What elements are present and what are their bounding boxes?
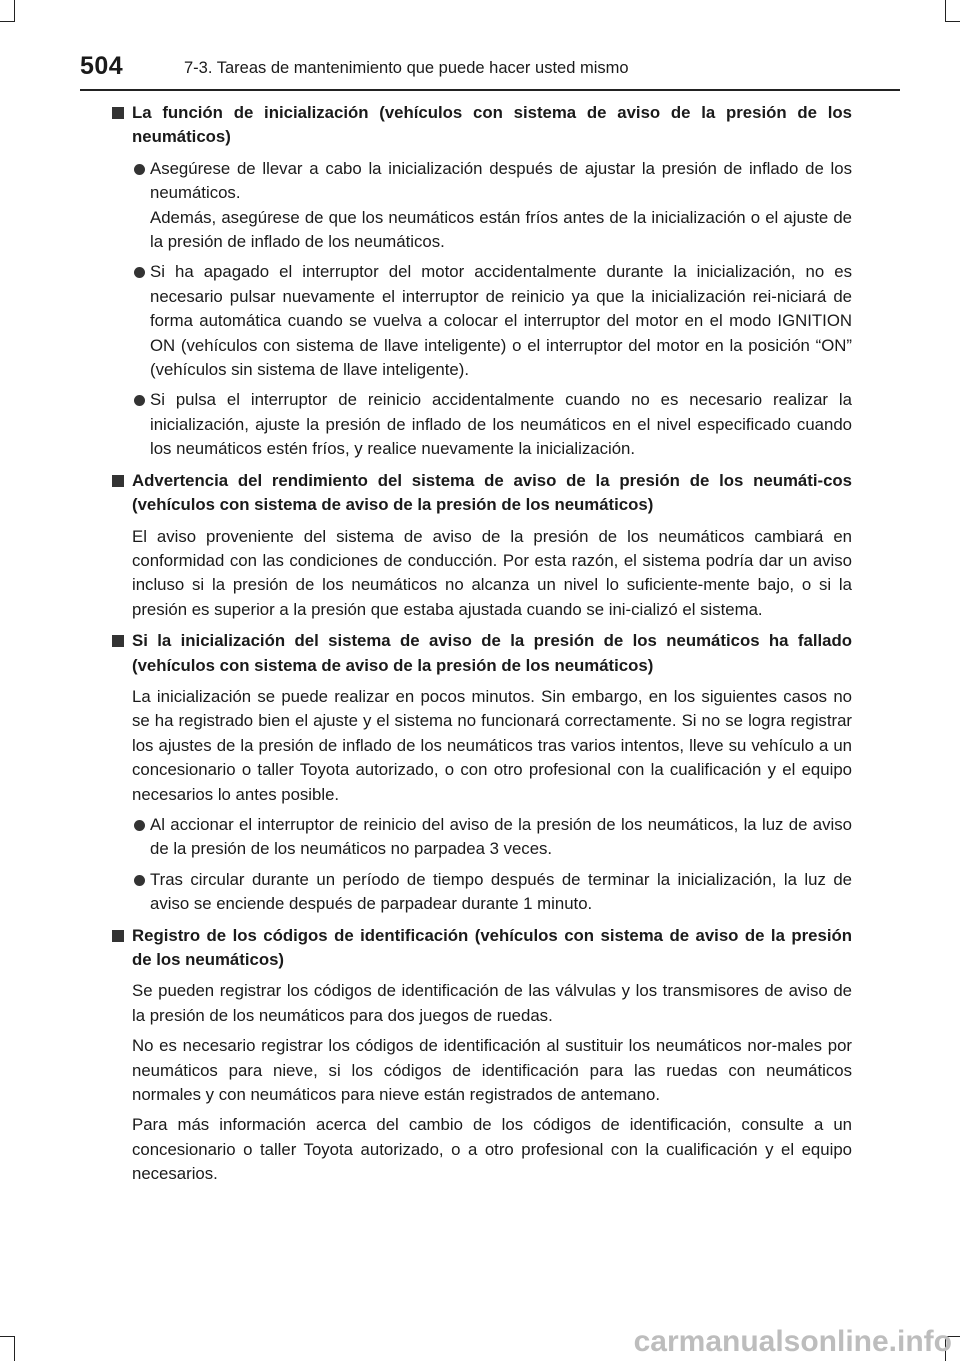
- paragraph: No es necesario registrar los códigos de identificación al sustituir los neumáticos nor-males por neumáticos para nieve, si los códigos de identificación para las ruedas con neumáticos normales y con neumáticos para nieve están registrados de antemano.: [132, 1036, 852, 1105]
- bullet-item: Asegúrese de llevar a cabo la inicialización después de ajustar la presión de inflado de los neumáticos. Además, asegúrese de que los neumáticos están fríos antes de la inicialización o el ajuste de la presión de inflado de los neumáticos.: [112, 157, 852, 255]
- bullet-item: Tras circular durante un período de tiempo después de terminar la inicialización, la luz de aviso se enciende después de parpadear durante 1 minuto.: [112, 868, 852, 917]
- bullet-item: Al accionar el interruptor de reinicio del aviso de la presión de los neumáticos, la luz de aviso de la presión de los neumáticos no parpadea 3 veces.: [112, 813, 852, 862]
- square-bullet-icon: [112, 107, 124, 119]
- header-divider: [80, 89, 900, 91]
- page-number: 504: [80, 52, 124, 80]
- crop-mark: [0, 1336, 15, 1337]
- watermark-text: carmanualsonline.info: [633, 1325, 952, 1358]
- section-heading: La función de inicialización (vehículos con sistema de aviso de la presión de los neumáticos): [112, 101, 852, 150]
- crop-mark: [14, 0, 15, 22]
- paragraph: La inicialización se puede realizar en pocos minutos. Sin embargo, en los siguientes casos no se ha registrado bien el ajuste y el sistema no funcionará correctamente. Si no se logra registrar los ajustes de la presión de inflado de los neumáticos tras varios intentos, lleve su vehículo a un concesionario o taller Toyota autorizado, o con otro profesional con la cualificación y el equipo necesarios lo antes posible.: [132, 686, 852, 804]
- crop-mark: [0, 21, 15, 22]
- bullet-item: Si ha apagado el interruptor del motor accidentalmente durante la inicialización, no es necesario pulsar nuevamente el interruptor de reinicio ya que la inicialización rei-niciará de forma automática cuando se vuelva a colocar el interruptor del motor en el modo IGNITION ON (vehículos con sistema de llave inteligente) o el interruptor del motor en la posición “ON” (vehículos sin sistema de llave inteligente).: [112, 260, 852, 382]
- square-bullet-icon: [112, 475, 124, 487]
- section-heading: Si la inicialización del sistema de aviso de la presión de los neumáticos ha fallado (vehículos con sistema de aviso de la presión de los neumáticos): [112, 629, 852, 678]
- chapter-title: 7-3. Tareas de mantenimiento que puede hacer usted mismo: [184, 59, 629, 77]
- crop-mark: [945, 21, 960, 22]
- circle-bullet-icon: [134, 820, 145, 831]
- square-bullet-icon: [112, 930, 124, 942]
- paragraph: El aviso proveniente del sistema de aviso de la presión de los neumáticos cambiará en conformidad con las condiciones de conducción. Por esta razón, el sistema podría dar un aviso incluso si la presión de los neumáticos no alcanza un nivel lo suficiente-mente bajo, o si la presión es superior a la presión que estaba ajustada cuando se ini-cializó el sistema.: [132, 526, 852, 619]
- section-registro-codigos: [112, 924, 852, 1187]
- section-advertencia-rendimiento: [112, 469, 852, 622]
- section-inicializacion: [112, 101, 852, 462]
- section-heading: Advertencia del rendimiento del sistema de aviso de la presión de los neumáti-cos (vehículos con sistema de aviso de la presión de los neumáticos): [112, 469, 852, 518]
- crop-mark: [945, 0, 946, 22]
- crop-mark: [14, 1336, 15, 1361]
- square-bullet-icon: [112, 635, 124, 647]
- bullet-item: Si pulsa el interruptor de reinicio accidentalmente cuando no es necesario realizar la inicialización, ajuste la presión de inflado de los neumáticos en el nivel especificado cuando los neumáticos estén fríos, y realice nuevamente la inicialización.: [112, 388, 852, 461]
- paragraph: Se pueden registrar los códigos de identificación de las válvulas y los transmisores de aviso de la presión de los neumáticos para dos juegos de ruedas.: [132, 981, 852, 1025]
- circle-bullet-icon: [134, 267, 145, 278]
- section-heading: Registro de los códigos de identificación (vehículos con sistema de aviso de la presión de los neumáticos): [112, 924, 852, 973]
- circle-bullet-icon: [134, 875, 145, 886]
- section-inicializacion-fallida: [112, 629, 852, 916]
- page-content: [112, 101, 852, 1194]
- circle-bullet-icon: [134, 164, 145, 175]
- circle-bullet-icon: [134, 395, 145, 406]
- paragraph: Para más información acerca del cambio de los códigos de identificación, consulte a un concesionario o taller Toyota autorizado, o a otro profesional con la cualificación y el equipo necesarios.: [132, 1115, 852, 1184]
- page-header: [80, 52, 900, 86]
